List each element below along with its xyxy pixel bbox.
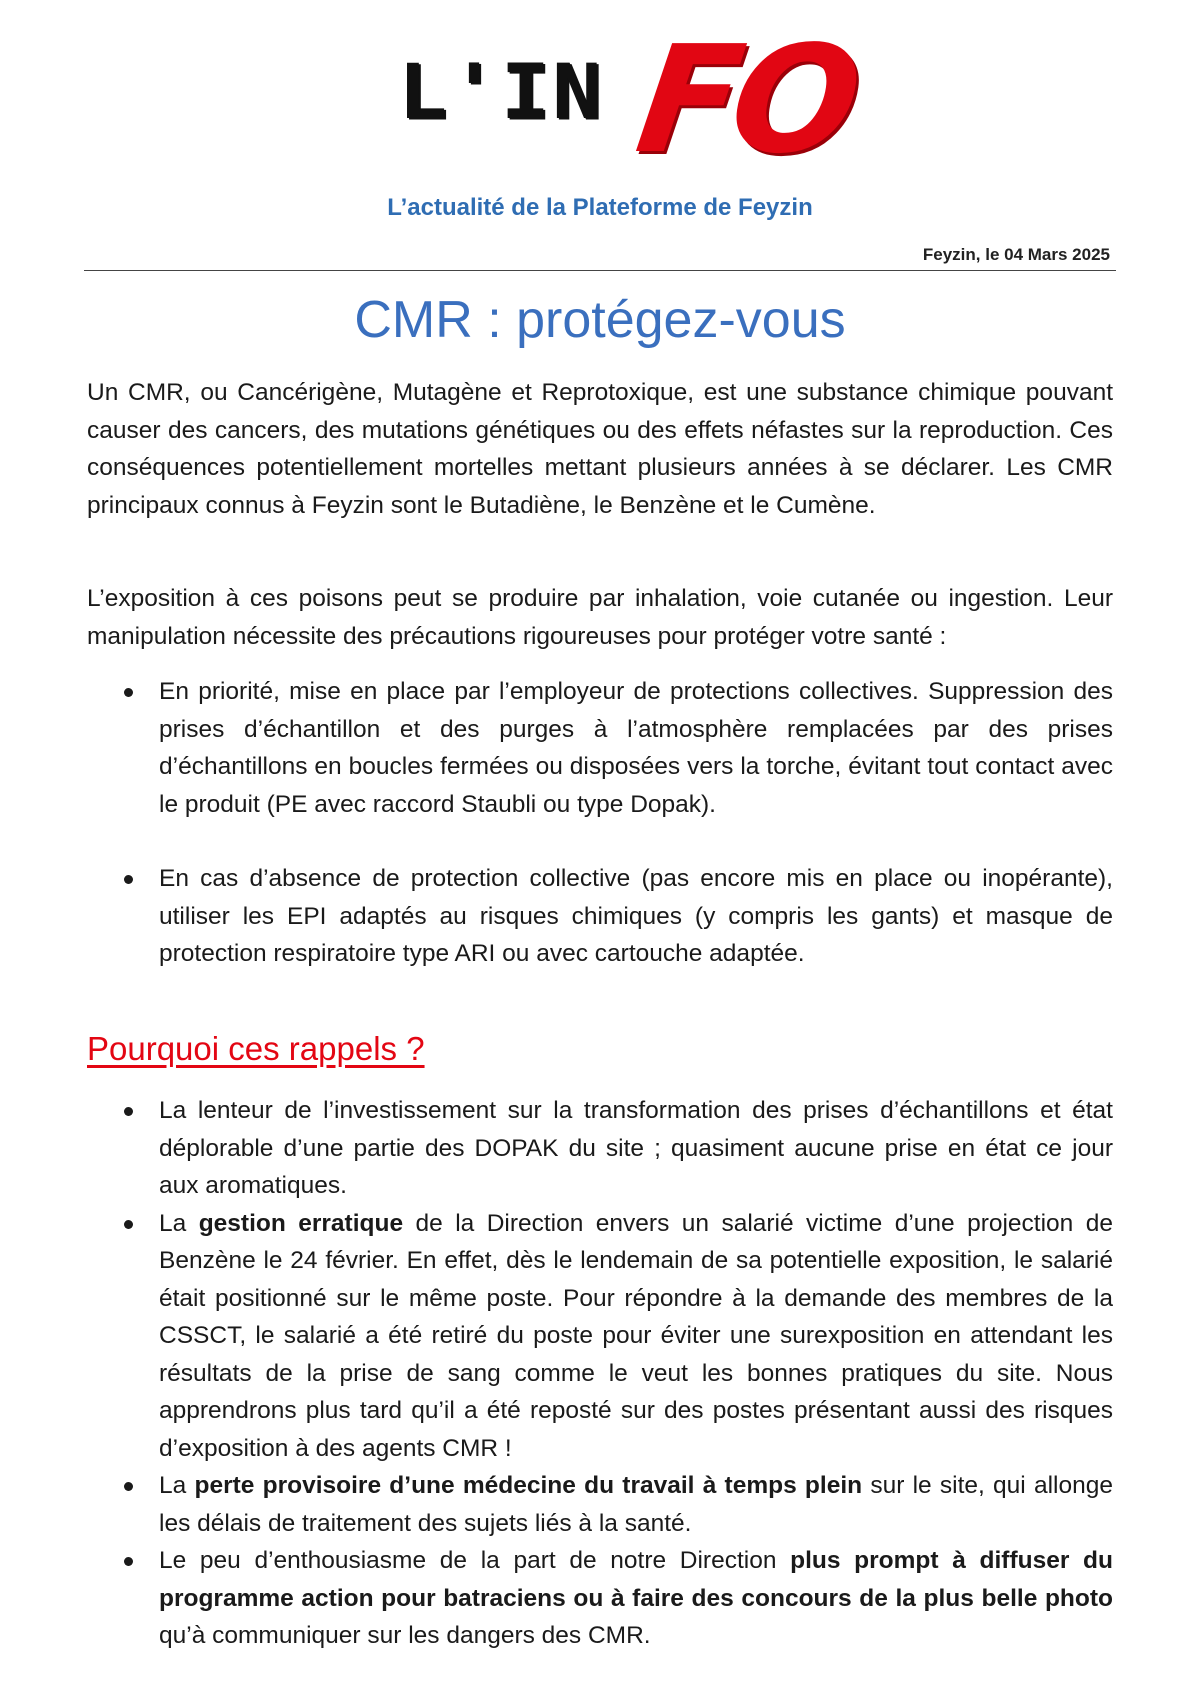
list-item-text: de la Direction envers un salarié victime d’une projection de Benzène le 24 février. En effet, dès le lendemain de sa potentielle exposition, le salarié était positionné sur le même poste. Pour répondre à la demande des membres de la CSSCT, le salarié a été retiré du poste pour éviter une surexposition en attendant les résultats de la prise de sang comme le veut les bonnes pratiques du site. Nous apprendrons plus tard qu’il a été reposté sur des postes présentant aussi des risques d’exposition à des agents CMR ! xyxy=(159,1209,1113,1462)
list-item xyxy=(87,1467,1113,1542)
bullet-icon xyxy=(124,1107,133,1116)
intro-paragraph-2: L’exposition à ces poisons peut se produire par inhalation, voie cutanée ou ingestion. Leur manipulation nécessite des précautions rigoureuses pour protéger votre santé : xyxy=(87,585,1113,650)
list-item xyxy=(87,1205,1113,1468)
reasons-list xyxy=(87,1092,1113,1655)
logo-text-fo: FO xyxy=(627,14,864,186)
linfo-logo xyxy=(390,14,864,186)
bullet-icon xyxy=(124,1220,133,1229)
list-item-text: sur le site, qui allonge les délais de traitement des sujets liés à la santé. xyxy=(159,1472,1113,1537)
section-heading: Pourquoi ces rappels ? xyxy=(87,1030,425,1067)
newsletter-subtitle: L’actualité de la Plateforme de Feyzin xyxy=(387,194,813,221)
header-divider xyxy=(84,270,1116,271)
bullet-icon xyxy=(124,688,133,697)
list-item-text: En cas d’absence de protection collective (pas encore mis en place ou inopérante), utiliser les EPI adaptés au risques chimiques (y compris les gants) et masque de protection respiratoire type ARI ou avec cartouche adaptée. xyxy=(159,865,1113,967)
list-item-text: La xyxy=(159,1472,195,1499)
bullet-icon xyxy=(124,1482,133,1491)
emphasis-text: perte provisoire d’une médecine du travail à temps plein xyxy=(194,1472,863,1499)
date-line: Feyzin, le 04 Mars 2025 xyxy=(922,245,1110,264)
bullet-icon xyxy=(124,1557,133,1566)
protection-list xyxy=(87,673,1113,1010)
list-item-text: La xyxy=(159,1209,199,1237)
list-item xyxy=(87,1092,1113,1205)
list-item-text: qu’à communiquer sur les dangers des CMR. xyxy=(159,1622,651,1649)
page-title: CMR : protégez-vous xyxy=(354,291,846,349)
emphasis-text: plus prompt à diffuser du programme action pour batraciens ou à faire des concours de la plus belle photo xyxy=(159,1547,1113,1612)
list-item-text: En priorité, mise en place par l’employeur de protections collectives. Suppression des prises d’échantillon et des purges à l’atmosphère remplacées par des prises d’échantillons en boucles fermées ou disposées vers la torche, évitant tout contact avec le produit (PE avec raccord Staubli ou type Dopak). xyxy=(159,678,1113,818)
list-item xyxy=(87,673,1113,823)
logo-text-linfo: L'IN xyxy=(398,48,604,137)
list-item-text: La lenteur de l’investissement sur la transformation des prises d’échantillons et état déplorable d’une partie des DOPAK du site ; quasiment aucune prise en état ce jour aux aromatiques. xyxy=(159,1097,1113,1199)
intro-paragraph-1: Un CMR, ou Cancérigène, Mutagène et Reprotoxique, est une substance chimique pouvant causer des cancers, des mutations génétiques ou des effets néfastes sur la reproduction. Ces conséquences potentiellement mortelles mettant plusieurs années à se déclarer. Les CMR principaux connus à Feyzin sont le Butadiène, le Benzène et le Cumène. xyxy=(87,379,1113,519)
bullet-icon xyxy=(124,875,133,884)
list-item xyxy=(87,860,1113,973)
emphasis-text: gestion erratique xyxy=(198,1209,404,1237)
list-item xyxy=(87,1542,1113,1655)
list-item-text: Le peu d’enthousiasme de la part de notre Direction xyxy=(159,1547,791,1574)
